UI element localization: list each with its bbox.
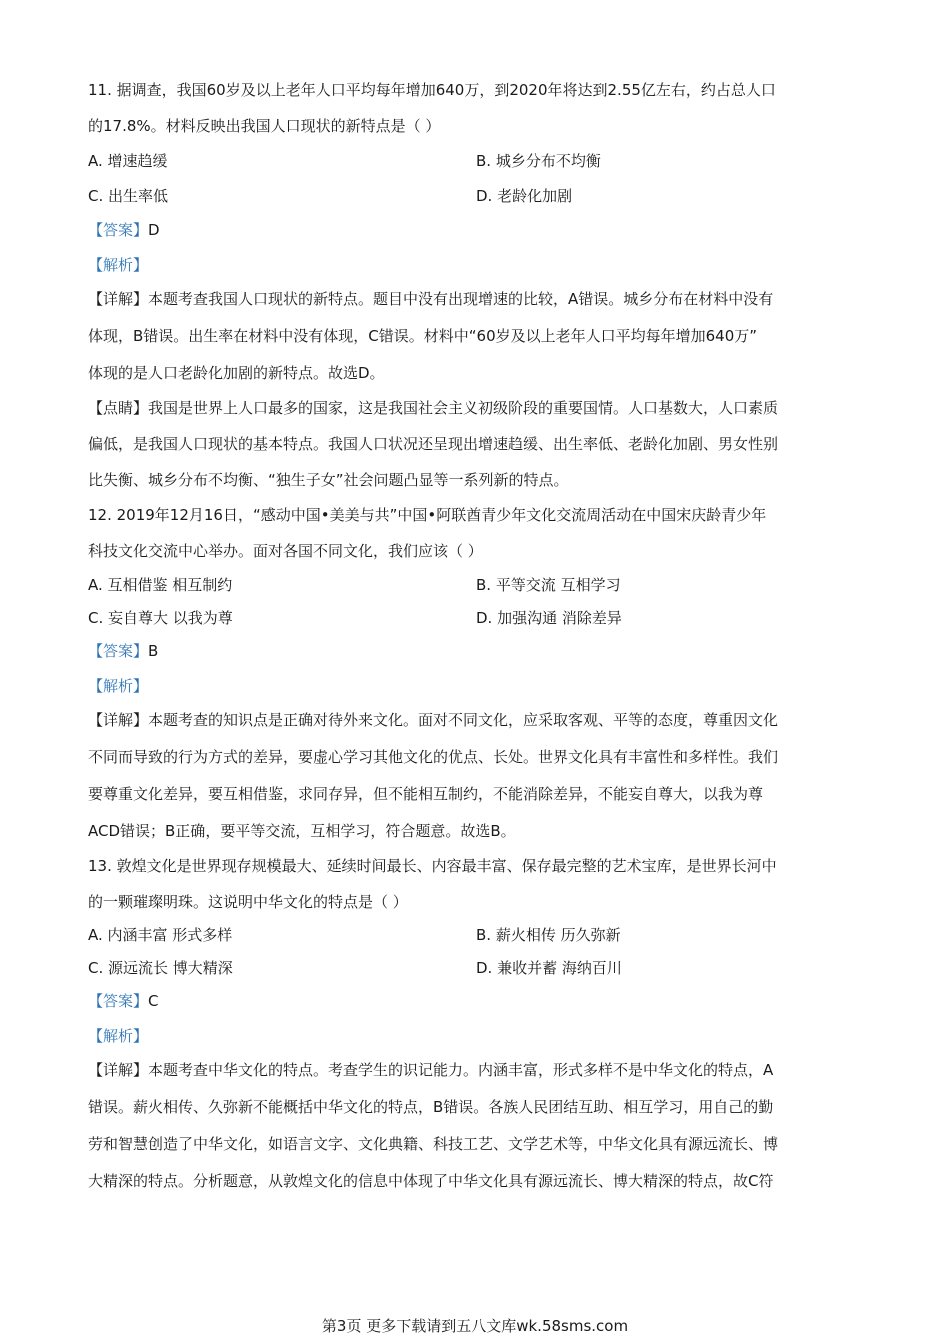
q13-analysis-heading [88,1026,864,1046]
q12-analysis-heading [88,676,864,696]
answer-tag: 【答案】 [88,992,149,1010]
q12-option-b: B. 平等交流 互相学习 [476,576,621,594]
q13-option-a: A. 内涵丰富 形式多样 [88,926,233,944]
answer-value: C [148,992,159,1010]
page-footer: 第3页 更多下载请到五八文库wk.58sms.com [321,1317,629,1335]
q13-option-c: C. 源远流长 博大精深 [88,959,233,977]
analysis-tag: 【解析】 [88,677,149,695]
q12-detail-line4: ACD错误；B正确，要平等交流，互相学习，符合题意。故选B。 [88,822,516,840]
q12-detail-line1 [88,710,864,730]
answer-tag: 【答案】 [88,221,149,239]
q13-stem-line1: 13. 敦煌文化是世界现存规模最大、延续时间最长、内容最丰富、保存最完整的艺术宝库，是世界长河中 [88,857,777,875]
answer-tag: 【答案】 [88,642,149,660]
detail-text: 本题考查我国人口现状的新特点。题目中没有出现增速的比较，A错误。城乡分布在材料中没有 [148,290,774,308]
q11-option-c: C. 出生率低 [88,187,169,205]
q12-stem-line2: 科技文化交流中心举办。面对各国不同文化，我们应该（ ） [88,542,483,560]
q11-option-d: D. 老龄化加剧 [476,187,573,205]
q11-answer [88,220,864,240]
q11-stem-line2: 的17.8%。材料反映出我国人口现状的新特点是（ ） [88,117,441,135]
detail-text: 本题考查的知识点是正确对待外来文化。面对不同文化，应采取客观、平等的态度，尊重因文化 [148,711,779,729]
q11-option-b: B. 城乡分布不均衡 [476,152,601,170]
q13-option-b: B. 薪火相传 历久弥新 [476,926,621,944]
q11-detail-line3: 体现的是人口老龄化加剧的新特点。故选D。 [88,364,385,382]
q13-detail-line2: 错误。薪火相传、久弥新不能概括中华文化的特点，B错误。各族人民团结互助、相互学习，用自己的勤 [88,1098,774,1116]
detail-text: 本题考查中华文化的特点。考查学生的识记能力。内涵丰富，形式多样不是中华文化的特点，A [148,1061,774,1079]
analysis-tag: 【解析】 [88,256,149,274]
analysis-tag: 【解析】 [88,1027,149,1045]
answer-value: B [148,642,159,660]
q13-option-d: D. 兼收并蓄 海纳百川 [476,959,622,977]
q12-detail-line2: 不同而导致的行为方式的差异，要虚心学习其他文化的优点、长处。世界文化具有丰富性和多样性。我们 [88,748,779,766]
detail-tag: 【详解】 [88,711,149,729]
tips-tag: 【点睛】 [88,399,149,417]
q12-detail-line3: 要尊重文化差异，要互相借鉴，求同存异，但不能相互制约，不能消除差异，不能妄自尊大，以我为尊 [88,785,764,803]
detail-tag: 【详解】 [88,290,149,308]
answer-value: D [148,221,160,239]
q12-option-d: D. 加强沟通 消除差异 [476,609,622,627]
q12-option-c: C. 妄自尊大 以我为尊 [88,609,233,627]
q11-detail-line1 [88,289,864,309]
q11-tips-line3: 比失衡、城乡分布不均衡、“独生子女”社会问题凸显等一系列新的特点。 [88,471,569,489]
q12-option-a: A. 互相借鉴 相互制约 [88,576,233,594]
q11-tips-line2: 偏低，是我国人口现状的基本特点。我国人口状况还呈现出增速趋缓、出生率低、老龄化加剧、男女性别 [88,435,779,453]
q11-analysis-heading [88,255,864,275]
q12-answer [88,641,864,661]
q13-detail-line3: 劳和智慧创造了中华文化，如语言文字、文化典籍、科技工艺、文学艺术等，中华文化具有源远流长、博 [88,1135,779,1153]
q12-stem-line1: 12. 2019年12月16日，“感动中国•美美与共”中国•阿联酋青少年文化交流周活动在中国宋庆龄青少年 [88,506,767,524]
detail-tag: 【详解】 [88,1061,149,1079]
q11-stem-line1: 11. 据调查，我国60岁及以上老年人口平均每年增加640万，到2020年将达到2.55亿左右，约占总人口 [88,81,776,99]
q13-detail-line1 [88,1060,864,1080]
q11-detail-line2: 体现，B错误。出生率在材料中没有体现，C错误。材料中“60岁及以上老年人口平均每年增加640万” [88,327,758,345]
tips-text: 我国是世界上人口最多的国家，这是我国社会主义初级阶段的重要国情。人口基数大，人口素质 [148,399,779,417]
q13-stem-line2: 的一颗璀璨明珠。这说明中华文化的特点是（ ） [88,893,408,911]
q11-tips-line1 [88,398,864,418]
q13-detail-line4: 大精深的特点。分析题意，从敦煌文化的信息中体现了中华文化具有源远流长、博大精深的特点，故C符 [88,1172,774,1190]
q11-option-a: A. 增速趋缓 [88,152,168,170]
q13-answer [88,991,864,1011]
